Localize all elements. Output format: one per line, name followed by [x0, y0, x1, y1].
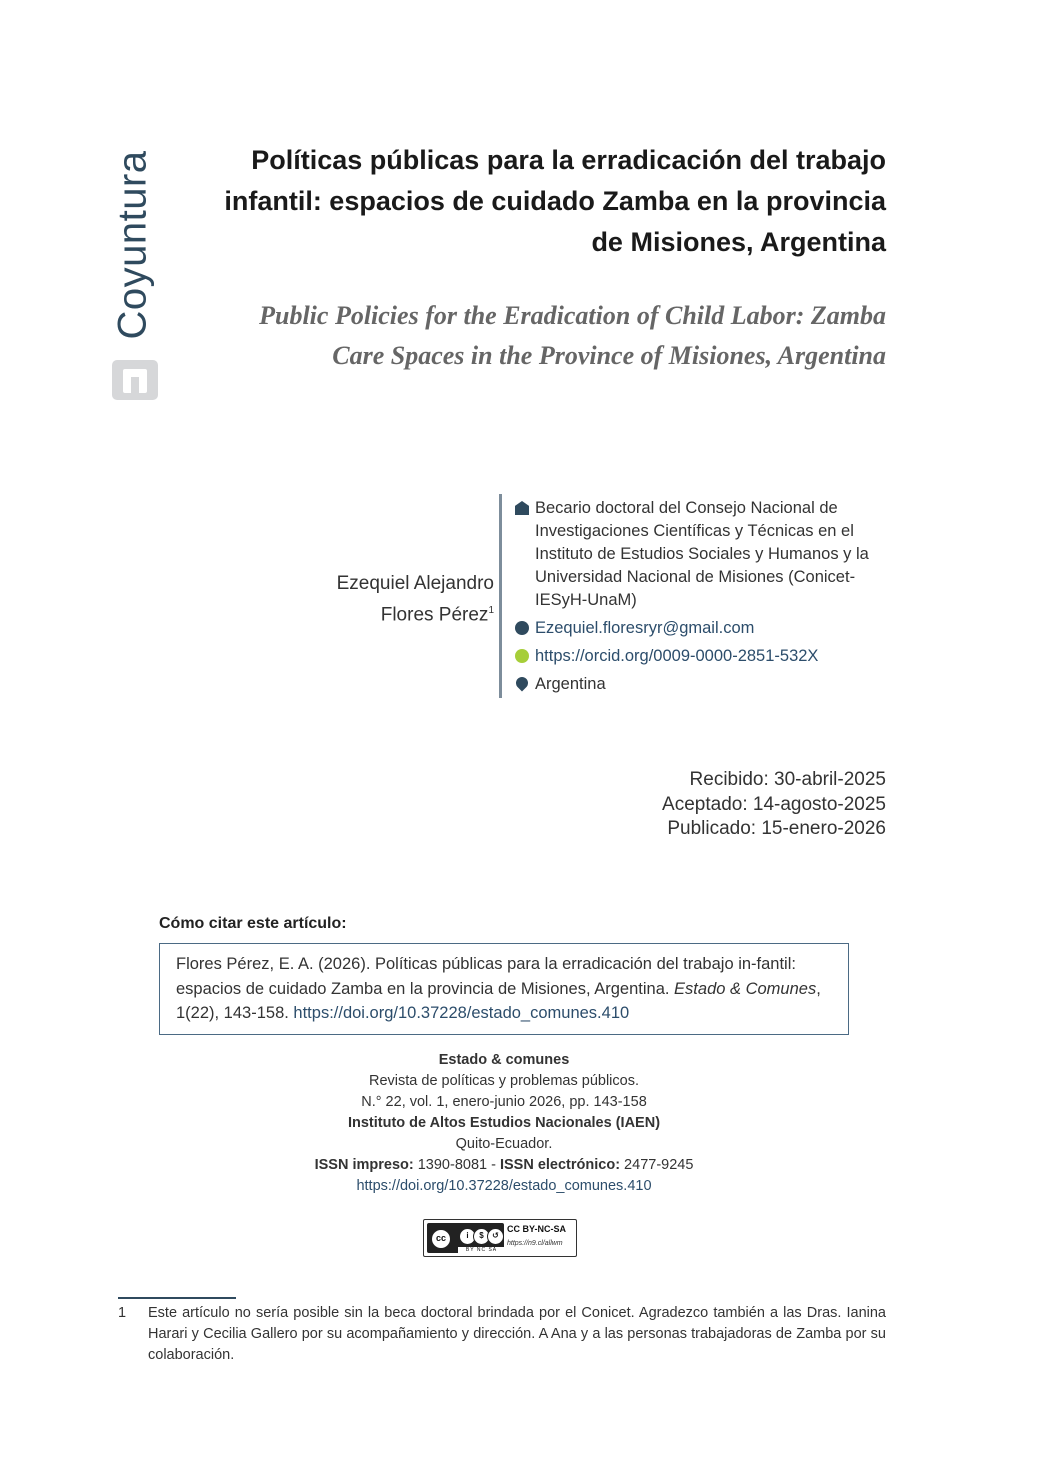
article-title: Políticas públicas para la erradicación del trabajo infantil: espacios de cuidado Zamba en la provincia de Misiones, Argentina [224, 145, 886, 257]
article-dates [560, 768, 886, 842]
license-strip: BY NC SA [458, 1247, 505, 1254]
orcid-icon [515, 649, 529, 663]
envelope-icon [515, 621, 529, 635]
journal-description: Revista de políticas y problemas públicos. [369, 1073, 639, 1089]
license-icons [427, 1223, 504, 1253]
citation-doi-link[interactable]: https://doi.org/10.37228/estado_comunes.410 [293, 1004, 630, 1022]
affiliation-row [515, 497, 875, 612]
citation-text: Flores Pérez, E. A. (2026). Políticas públicas para la erradicación del trabajo in-fantil: espacios de cuidado Zamba en la provincia de Misiones, Argentina. [176, 955, 796, 998]
institution-icon [515, 501, 529, 515]
footnote [118, 1303, 886, 1366]
footnote-number: 1 [118, 1305, 127, 1321]
license-label: CC BY-NC-SA [507, 1224, 567, 1234]
email-link[interactable]: Ezequiel.floresryr@gmail.com [535, 619, 755, 637]
footnote-marker[interactable]: 1 [488, 605, 494, 616]
author-divider [499, 494, 502, 698]
journal-issue: N.° 22, vol. 1, enero-junio 2026, pp. 143-158 [361, 1094, 647, 1110]
orcid-link[interactable]: https://orcid.org/0009-0000-2851-532X [535, 647, 819, 665]
citation-heading: Cómo citar este artículo: [159, 915, 347, 932]
country-row [515, 673, 875, 696]
license-badge[interactable] [423, 1219, 577, 1257]
location-pin-icon [514, 675, 531, 692]
journal-logo-icon [112, 360, 158, 400]
by-icon: i [459, 1228, 476, 1245]
received-date: Recibido: 30-abril-2025 [689, 769, 886, 790]
affiliation-text: Becario doctoral del Consejo Nacional de Investigaciones Científicas y Técnicas en el Instituto de Estudios Sociales y Humanos y la Universidad Nacional de Misiones (Conicet-IESyH-UnaM) [535, 499, 869, 609]
article-subtitle-english: Public Policies for the Eradication of Child Labor: Zamba Care Spaces in the Province of Misiones, Argentina [259, 301, 886, 370]
journal-info [250, 1050, 758, 1197]
published-date: Publicado: 15-enero-2026 [667, 818, 886, 839]
journal-name: Estado & comunes [438, 1052, 570, 1068]
cc-icon: cc [431, 1229, 451, 1249]
journal-doi-link[interactable]: https://doi.org/10.37228/estado_comunes.410 [356, 1178, 652, 1194]
section-label-text: Coyuntura [110, 150, 155, 340]
accepted-date: Aceptado: 14-agosto-2025 [662, 793, 886, 815]
orcid-row [515, 645, 875, 668]
citation-volume: , 1(22), 143-158. [176, 979, 821, 1022]
email-row [515, 617, 875, 640]
author-name [280, 570, 494, 628]
nc-icon: $ [473, 1228, 490, 1245]
author-name-line1: Ezequiel Alejandro [336, 573, 494, 594]
journal-institute: Instituto de Altos Estudios Nacionales (IAEN) [347, 1115, 661, 1131]
footnote-divider [118, 1297, 236, 1299]
issn-print-label: ISSN impreso: [314, 1157, 414, 1173]
country-text: Argentina [535, 675, 606, 693]
license-url[interactable]: https://n9.cl/allwm [507, 1240, 563, 1247]
section-label [108, 150, 158, 340]
issn-electronic: 2477-9245 [620, 1157, 694, 1173]
citation-box [159, 943, 849, 1035]
sa-icon: ↺ [487, 1228, 504, 1245]
footnote-text: Este artículo no sería posible sin la beca doctoral brindada por el Conicet. Agradezco también a las Dras. Ianina Harari y Cecilia Gallero por su acompañamiento y dirección. A Ana y a las personas trabajadoras de Zamba por su colaboración. [148, 1305, 886, 1363]
author-name-line2: Flores Pérez [380, 604, 489, 626]
issn-electronic-label: ISSN electrónico: [499, 1157, 621, 1173]
issn-print: 1390-8081 - [413, 1157, 500, 1173]
journal-issn [250, 1155, 758, 1176]
journal-location: Quito-Ecuador. [455, 1136, 553, 1152]
citation-journal: Estado & Comunes [674, 979, 817, 998]
author-details [515, 497, 875, 696]
